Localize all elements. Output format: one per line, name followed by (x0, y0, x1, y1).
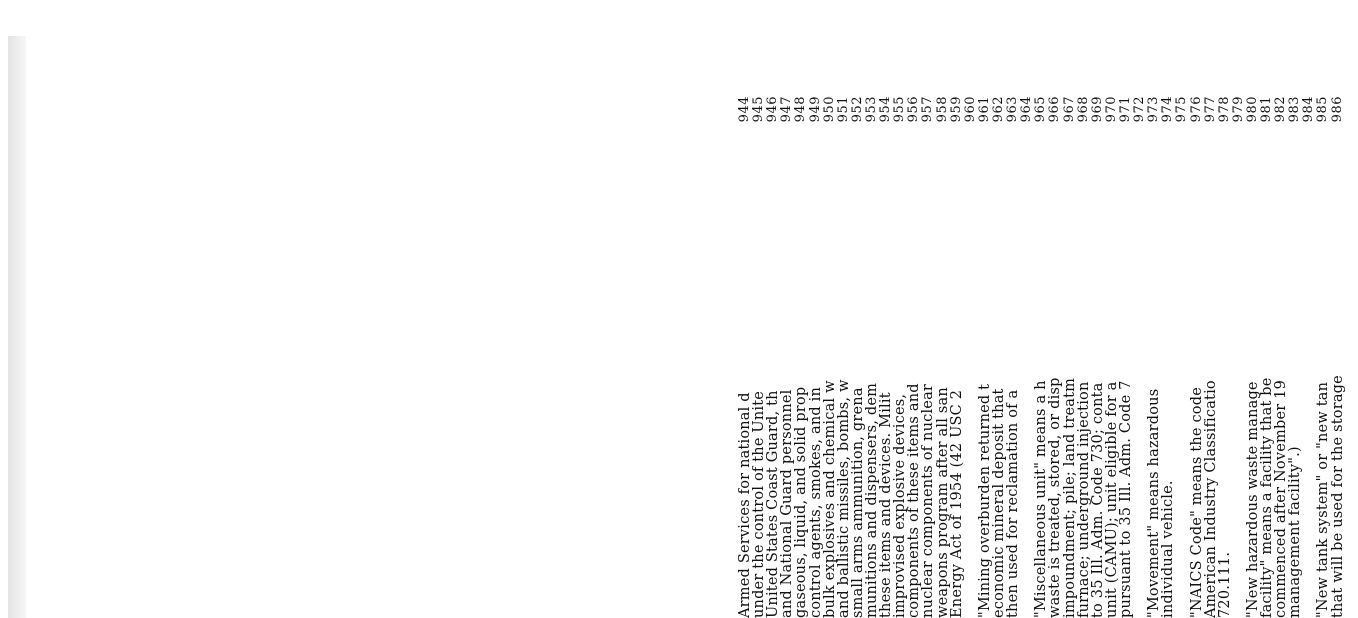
line-number: 947 (779, 96, 795, 123)
text-line (964, 318, 978, 618)
line-number: 983 (1287, 96, 1303, 123)
line-number: 975 (1174, 96, 1190, 123)
line-number: 961 (976, 96, 992, 123)
text-line: impoundment; pile; land treatm (1061, 377, 1078, 618)
text-line: weapons program after all san (934, 387, 951, 618)
text-line (1302, 318, 1316, 618)
line-number: 966 (1047, 96, 1063, 123)
line-number: 976 (1188, 96, 1204, 123)
text-line: furnace; underground injection (1075, 381, 1092, 618)
line-number: 962 (990, 96, 1006, 123)
text-line: Energy Act of 1954 (42 USC 2 (948, 389, 965, 618)
line-number: 982 (1273, 96, 1289, 123)
line-number: 951 (835, 96, 851, 123)
text-line: then used for reclamation of a (1005, 389, 1022, 618)
text-line (1133, 318, 1147, 618)
text-line: "New tank system" or "new tan (1315, 381, 1332, 618)
line-number: 977 (1202, 96, 1218, 123)
line-number: 954 (878, 96, 894, 123)
text-line: nuclear components of nuclear (920, 383, 937, 618)
line-number: 955 (892, 96, 908, 123)
text-line: commenced after November 19 (1273, 379, 1290, 618)
line-number: 985 (1315, 96, 1331, 123)
line-number: 958 (934, 96, 950, 123)
text-line: facility" means a facility that be (1259, 377, 1276, 618)
line-number: 967 (1061, 96, 1077, 123)
line-number: 956 (906, 96, 922, 123)
text-line: unit (CAMU); unit eligible for a (1103, 381, 1120, 618)
text-line: "Movement" means hazardous (1146, 388, 1163, 618)
text-line: these items and devices. Milit (878, 392, 895, 618)
line-number: 957 (920, 96, 936, 123)
text-line: individual vehicle. (1160, 480, 1177, 618)
text-line: gaseous, liquid, and solid prop (793, 386, 810, 618)
line-number: 952 (849, 96, 865, 123)
line-number: 964 (1019, 96, 1035, 123)
text-line: to 35 Ill. Adm. Code 730; conta (1089, 382, 1106, 618)
text-line: "New hazardous waste manage (1244, 381, 1261, 618)
text-line: waste is treated, stored, or disp (1047, 377, 1064, 618)
line-number: 974 (1160, 96, 1176, 123)
text-line: control agents, smokes, and in (807, 386, 824, 618)
line-number: 979 (1230, 96, 1246, 123)
line-number: 981 (1259, 96, 1275, 123)
line-number: 963 (1005, 96, 1021, 123)
line-number: 969 (1089, 96, 1105, 123)
line-number: 960 (962, 96, 978, 123)
rotated-page (738, 0, 1358, 618)
line-number: 946 (765, 96, 781, 123)
text-line: that will be used for the storage (1329, 375, 1346, 618)
regulation-text-column (738, 318, 1345, 618)
line-number: 978 (1216, 96, 1232, 123)
line-number: 945 (751, 96, 767, 123)
text-line: "NAICS Code" means the code (1188, 387, 1205, 618)
scan-edge-shadow (8, 36, 26, 618)
line-number: 972 (1132, 96, 1148, 123)
text-line: improvised explosive devices, (892, 393, 909, 618)
line-number: 971 (1117, 96, 1133, 123)
text-line: munitions and dispensers, dem (863, 382, 880, 618)
line-number: 965 (1033, 96, 1049, 123)
text-line: pursuant to 35 Ill. Adm. Code 7 (1117, 380, 1134, 618)
text-line (1175, 318, 1189, 618)
line-number: 970 (1103, 96, 1119, 123)
line-number: 980 (1244, 96, 1260, 123)
text-line (1020, 318, 1034, 618)
line-number: 973 (1146, 96, 1162, 123)
text-line: components of these items and (906, 383, 923, 618)
text-line: "Miscellaneous unit" means a h (1033, 380, 1050, 618)
text-line: management facility".) (1287, 446, 1304, 618)
text-line: "Mining overburden returned t (976, 383, 993, 618)
text-line: 720.111. (1216, 551, 1233, 618)
text-line: and National Guard personnel (779, 389, 796, 618)
line-number: 950 (821, 96, 837, 123)
line-number: 953 (863, 96, 879, 123)
text-line: American Industry Classificatio (1202, 380, 1219, 618)
line-number: 944 (737, 96, 752, 123)
line-number: 959 (948, 96, 964, 123)
text-line: Armed Services for national d (737, 392, 753, 618)
text-line: economic mineral deposit that (990, 388, 1007, 618)
line-number: 984 (1301, 96, 1317, 123)
line-number: 968 (1075, 96, 1091, 123)
text-line: bulk explosives and chemical w (821, 380, 838, 618)
line-number-column (738, 96, 1345, 140)
text-line (1232, 318, 1246, 618)
line-number: 948 (793, 96, 809, 123)
line-number: 986 (1329, 96, 1345, 123)
text-line: and ballistic missiles, bombs, w (835, 379, 852, 618)
text-line: under the control of the Unite (751, 390, 768, 618)
text-line: United States Coast Guard, th (765, 390, 782, 618)
text-line: small arms ammunition, grena (849, 387, 866, 618)
line-number: 949 (807, 96, 823, 123)
